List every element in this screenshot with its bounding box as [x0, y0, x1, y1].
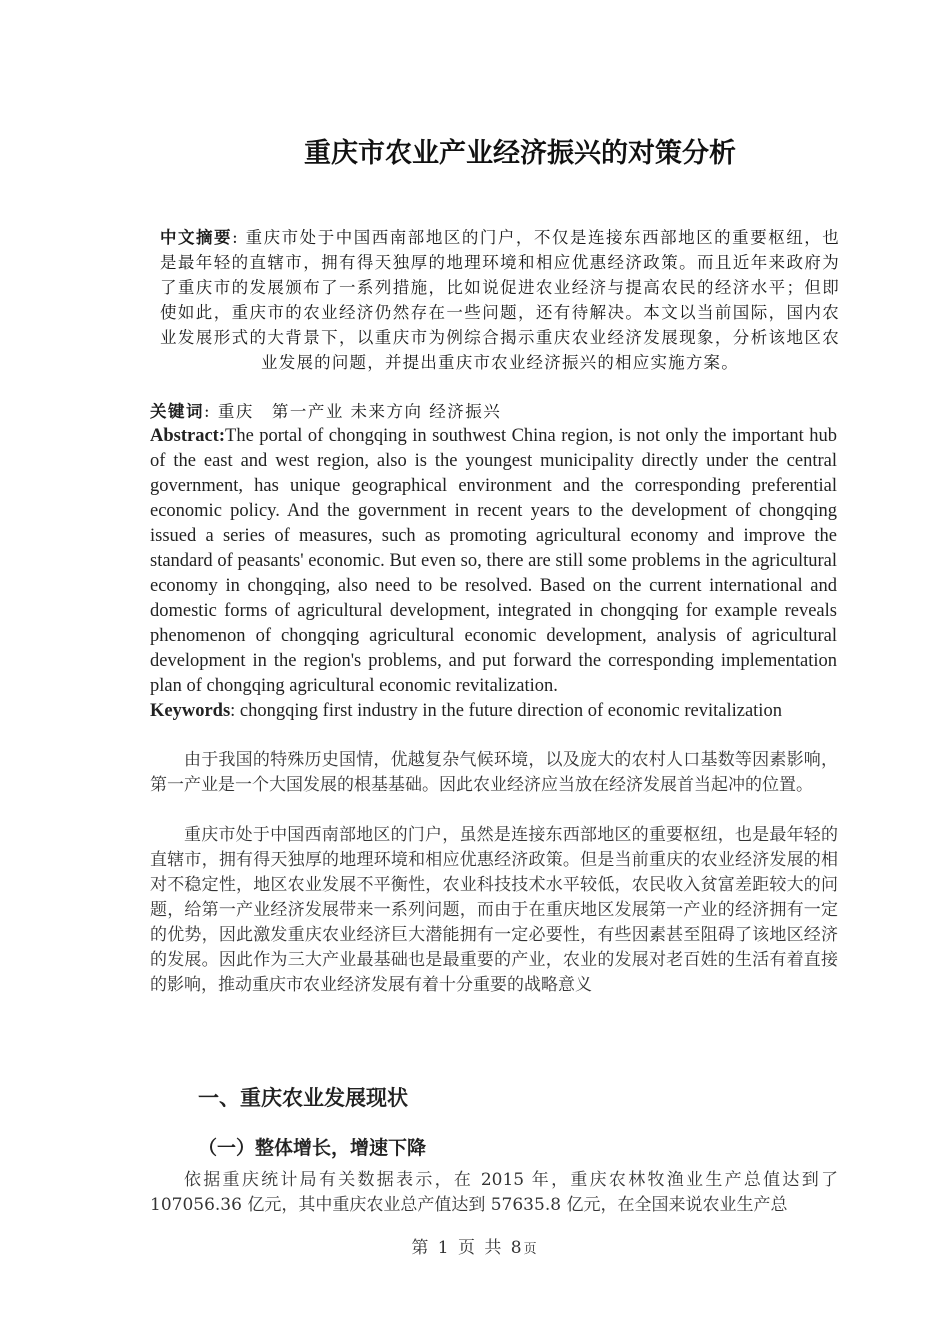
- section-heading: 一、重庆农业发展现状: [198, 1086, 408, 1110]
- english-abstract-text: The portal of chongqing in southwest China region, is not only the important hub of the east and west region, also is the youngest municipality directly under the central government, has unique geographical environment and the corresponding preferential economic policy. And the government in recent years to the development of chongqing issued a series of measures, such as promoting agricultural economy and improve the standard of peasants' economic. But even so, there are still some problems in the agricultural economy in chongqing, also need to be resolved. Based on the current international and domestic forms of agricultural development, integrated in chongqing for example reveals phenomenon of chongqing agricultural economic development, analysis of agricultural development in the region's problems, and put forward the corresponding implementation plan of chongqing agricultural economic revitalization.: [150, 426, 837, 696]
- section-paragraph: 依据重庆统计局有关数据表示，在 2015 年，重庆农林牧渔业生产总值达到了 107056.36 亿元，其中重庆农业总产值达到 57635.8 亿元，在全国来说农业生产总: [150, 1170, 838, 1215]
- chinese-abstract: [160, 225, 840, 375]
- subsection-heading: （一）整体增长，增速下降: [198, 1137, 427, 1159]
- intro-paragraph-1: 由于我国的特殊历史国情，优越复杂气候环境，以及庞大的农村人口基数等因素影响，第一产业是一个大国发展的根基基础。因此农业经济应当放在经济发展首当起冲的位置。: [150, 750, 838, 795]
- chinese-keywords-separator: :: [204, 402, 212, 421]
- intro-paragraph-2: 重庆市处于中国西南部地区的门户，虽然是连接东西部地区的重要枢纽，也是最年轻的直辖市，拥有得天独厚的地理环境和相应优惠经济政策。但是当前重庆的农业经济发展的相对不稳定性，地区农业发展不平衡性，农业科技技术水平较低，农民收入贫富差距较大的问题，给第一产业经济发展带来一系列问题，而由于在重庆地区发展第一产业的经济拥有一定的优势，因此激发重庆农业经济巨大潜能拥有一定必要性，有些因素甚至阻碍了该地区经济的发展。因此作为三大产业最基础也是最重要的产业，农业的发展对老百姓的生活有着直接的影响，推动重庆市农业经济发展有着十分重要的战略意义: [150, 825, 838, 995]
- chinese-abstract-label: 中文摘要: [160, 228, 233, 247]
- english-keywords-label: Keywords: [150, 701, 231, 721]
- chinese-keywords-text: 重庆 第一产业 未来方向 经济振兴: [217, 402, 502, 421]
- english-abstract: [150, 424, 837, 699]
- chinese-abstract-separator: :: [232, 228, 239, 247]
- page-footer: [0, 1233, 950, 1258]
- chinese-keywords: [150, 399, 840, 424]
- chinese-abstract-text: 重庆市处于中国西南部地区的门户，不仅是连接东西部地区的重要枢纽，也是最年轻的直辖市，拥有得天独厚的地理环境和相应优惠经济政策。而且近年来政府为了重庆市的发展颁布了一系列措施，比如说促进农业经济与提高农民的经济水平；但即使如此，重庆市的农业经济仍然存在一些问题，还有待解决。本文以当前国际，国内农业发展形式的大背景下，以重庆市为例综合揭示重庆农业经济发展现象，分析该地区农业发展的问题，并提出重庆市农业经济振兴的相应实施方案。: [160, 228, 840, 372]
- english-keywords: [150, 699, 840, 724]
- english-keywords-text: : chongqing first industry in the future direction of economic revitalization: [230, 701, 782, 721]
- english-abstract-label: Abstract:: [150, 426, 226, 446]
- document-title: 重庆市农业产业经济振兴的对策分析: [304, 138, 736, 169]
- page-number-text: 第 1 页 共 8: [411, 1238, 524, 1258]
- chinese-keywords-label: 关键词: [150, 402, 204, 421]
- page-number-suffix: 页: [523, 1242, 539, 1257]
